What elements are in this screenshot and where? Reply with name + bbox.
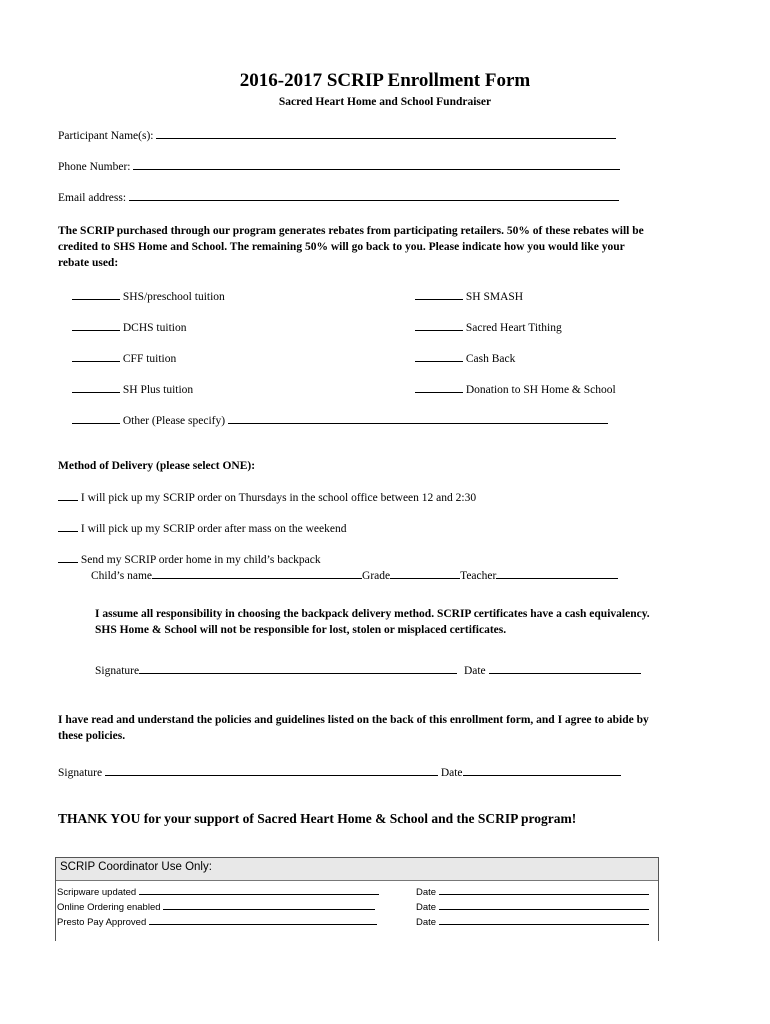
coordinator-row-field[interactable] bbox=[163, 900, 375, 910]
coordinator-date-field[interactable] bbox=[439, 915, 649, 925]
backpack-date-label: Date bbox=[463, 665, 486, 677]
agreement-text: I have read and understand the policies and guidelines listed on the back of this enrollment form, and I agree to abide by these policies. bbox=[58, 714, 649, 742]
agreement-signature-label: Signature bbox=[58, 767, 103, 779]
rebate-option-label: Cash Back bbox=[465, 353, 516, 365]
coordinator-row-field[interactable] bbox=[139, 885, 379, 895]
delivery-option-backpack[interactable] bbox=[58, 552, 321, 566]
delivery-option-thursday[interactable] bbox=[58, 490, 476, 504]
coordinator-row-label: Presto Pay Approved bbox=[57, 917, 147, 928]
coordinator-date-field[interactable] bbox=[439, 885, 649, 895]
rebate-check-line[interactable] bbox=[415, 382, 463, 393]
thank-you-message: THANK YOU for your support of Sacred Heart Home & School and the SCRIP program! bbox=[58, 811, 577, 826]
coordinator-date-label: Date bbox=[416, 902, 437, 913]
grade-field[interactable] bbox=[390, 568, 460, 579]
rebate-option-donation[interactable] bbox=[415, 382, 616, 396]
delivery-option-label: Send my SCRIP order home in my child’s backpack bbox=[80, 554, 321, 566]
rebate-check-line[interactable] bbox=[72, 351, 120, 362]
agreement-signature-row bbox=[58, 765, 621, 779]
grade-label: Grade bbox=[362, 570, 391, 582]
delivery-option-label: I will pick up my SCRIP order after mass on the weekend bbox=[80, 523, 347, 535]
delivery-check-line[interactable] bbox=[58, 552, 78, 563]
participant-name-row bbox=[58, 128, 616, 142]
rebate-check-line[interactable] bbox=[415, 289, 463, 300]
rebate-option-label: SH Plus tuition bbox=[122, 384, 194, 396]
email-address-row bbox=[58, 190, 619, 204]
email-address-label: Email address: bbox=[58, 192, 127, 204]
phone-number-field[interactable] bbox=[133, 159, 620, 170]
rebate-option-label: SH SMASH bbox=[465, 291, 524, 303]
rebate-option-label: Donation to SH Home & School bbox=[465, 384, 616, 396]
child-info-row bbox=[91, 568, 618, 582]
participant-name-label: Participant Name(s): bbox=[58, 130, 154, 142]
rebate-intro-text: The SCRIP purchased through our program generates rebates from participating retailers. 50% of these rebates will be credited to SHS Home and School. The remaining 50% will go back to you. Please indicate how you would like your rebate used: bbox=[58, 225, 644, 269]
page-subtitle: Sacred Heart Home and School Fundraiser bbox=[278, 96, 492, 108]
rebate-check-line[interactable] bbox=[72, 382, 120, 393]
delivery-check-line[interactable] bbox=[58, 521, 78, 532]
page-title: 2016-2017 SCRIP Enrollment Form bbox=[239, 70, 531, 91]
backpack-date-field[interactable] bbox=[489, 663, 641, 674]
agreement-date-field[interactable] bbox=[463, 765, 621, 776]
rebate-option-label: SHS/preschool tuition bbox=[122, 291, 225, 303]
coordinator-title: SCRIP Coordinator Use Only: bbox=[60, 861, 212, 873]
rebate-option-cash-back[interactable] bbox=[415, 351, 515, 365]
childs-name-field[interactable] bbox=[152, 568, 362, 579]
coordinator-row-label: Online Ordering enabled bbox=[57, 902, 161, 913]
phone-number-label: Phone Number: bbox=[58, 161, 131, 173]
delivery-option-label: I will pick up my SCRIP order on Thursdays in the school office between 12 and 2:30 bbox=[80, 492, 477, 504]
agreement-date-label: Date bbox=[440, 767, 463, 779]
coordinator-date-label: Date bbox=[416, 887, 437, 898]
rebate-check-line[interactable] bbox=[72, 320, 120, 331]
rebate-option-label: DCHS tuition bbox=[122, 322, 187, 334]
coordinator-row-label: Scripware updated bbox=[57, 887, 137, 898]
coordinator-row-online bbox=[57, 900, 375, 913]
rebate-option-tithing[interactable] bbox=[415, 320, 562, 334]
delivery-check-line[interactable] bbox=[58, 490, 78, 501]
rebate-option-label: Other (Please specify) bbox=[122, 415, 226, 427]
other-specify-field[interactable] bbox=[228, 413, 608, 424]
teacher-field[interactable] bbox=[496, 568, 618, 579]
rebate-option-label: Sacred Heart Tithing bbox=[465, 322, 562, 334]
coordinator-row-field[interactable] bbox=[149, 915, 377, 925]
teacher-label: Teacher bbox=[460, 570, 497, 582]
coordinator-date-presto bbox=[416, 915, 649, 928]
responsibility-text: I assume all responsibility in choosing the backpack delivery method. SCRIP certificates have a cash equivalency. SHS Home & School will not be responsible for lost, stolen or misplaced certificates. bbox=[95, 608, 650, 636]
rebate-check-line[interactable] bbox=[415, 320, 463, 331]
coordinator-date-field[interactable] bbox=[439, 900, 649, 910]
rebate-option-sh-plus[interactable] bbox=[72, 382, 193, 396]
rebate-option-dchs[interactable] bbox=[72, 320, 186, 334]
coordinator-date-label: Date bbox=[416, 917, 437, 928]
rebate-option-label: CFF tuition bbox=[122, 353, 177, 365]
rebate-option-sh-smash[interactable] bbox=[415, 289, 523, 303]
rebate-check-line[interactable] bbox=[72, 289, 120, 300]
rebate-check-line[interactable] bbox=[72, 413, 120, 424]
rebate-check-line[interactable] bbox=[415, 351, 463, 362]
backpack-signature-label: Signature bbox=[95, 665, 140, 677]
rebate-option-shs-preschool[interactable] bbox=[72, 289, 225, 303]
phone-number-row bbox=[58, 159, 620, 173]
backpack-signature-field[interactable] bbox=[139, 663, 457, 674]
coordinator-date-online bbox=[416, 900, 649, 913]
coordinator-box bbox=[55, 857, 659, 941]
coordinator-row-presto bbox=[57, 915, 377, 928]
agreement-signature-field[interactable] bbox=[105, 765, 438, 776]
delivery-option-weekend[interactable] bbox=[58, 521, 347, 535]
rebate-option-cff[interactable] bbox=[72, 351, 176, 365]
coordinator-rows bbox=[56, 880, 658, 941]
coordinator-date-scripware bbox=[416, 885, 649, 898]
backpack-signature-row bbox=[95, 663, 641, 677]
participant-name-field[interactable] bbox=[156, 128, 616, 139]
delivery-heading: Method of Delivery (please select ONE): bbox=[58, 460, 256, 472]
rebate-option-other[interactable] bbox=[72, 413, 608, 427]
email-address-field[interactable] bbox=[129, 190, 619, 201]
childs-name-label: Child’s name bbox=[91, 570, 153, 582]
coordinator-row-scripware bbox=[57, 885, 379, 898]
